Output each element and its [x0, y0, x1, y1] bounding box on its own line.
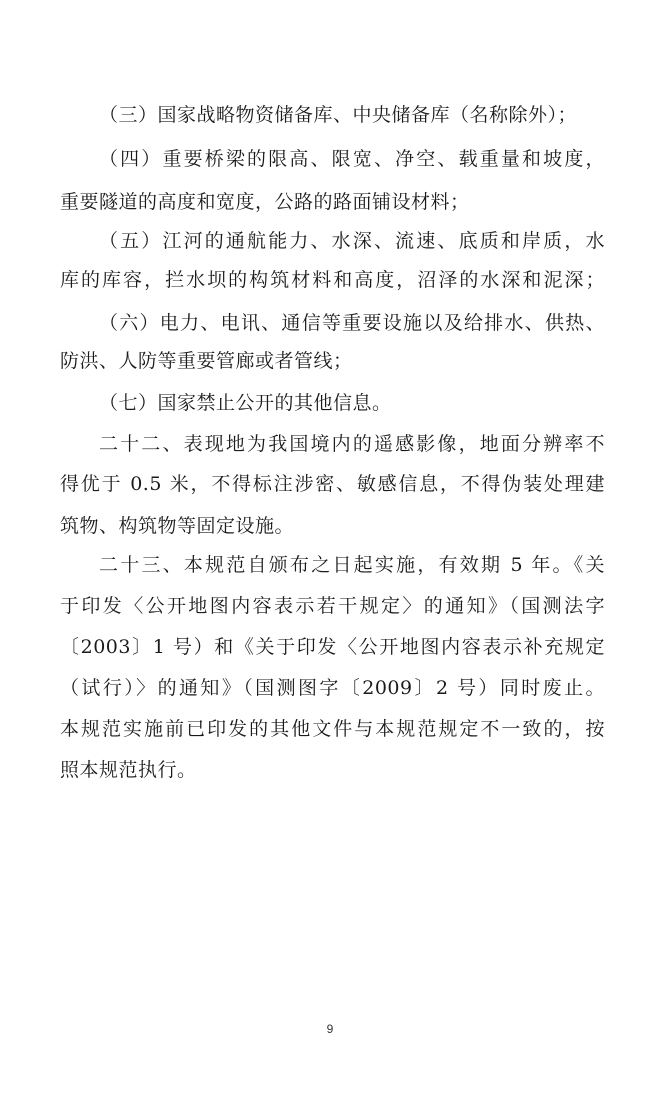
paragraph-item-5-line-1: （五）江河的通航能力、水深、流速、底质和岸质，水: [99, 230, 605, 252]
paragraph-article-22-line-3: 筑物、构筑物等固定设施。: [60, 515, 295, 537]
page-number: 9: [326, 1022, 334, 1036]
paragraph-item-5-line-2: 库的库容，拦水坝的构筑材料和高度，沼泽的水深和泥深；: [60, 269, 605, 291]
paragraph-article-22-line-1: 二十二、表现地为我国境内的遥感影像，地面分辨率不: [99, 433, 605, 455]
paragraph-item-4-line-2: 重要隧道的高度和宽度，公路的路面铺设材料；: [60, 191, 470, 213]
paragraph-article-23-line-6: 照本规范执行。: [60, 759, 197, 781]
paragraph-item-3-line-1: （三）国家战略物资储备库、中央储备库（名称除外）；: [99, 104, 578, 126]
paragraph-item-6-line-1: （六）电力、电讯、通信等重要设施以及给排水、供热、: [99, 312, 605, 334]
paragraph-item-4-line-1: （四）重要桥梁的限高、限宽、净空、载重量和坡度，: [99, 148, 605, 170]
paragraph-article-23-line-3: 〔2003〕1 号）和《关于印发〈公开地图内容表示补充规定: [60, 636, 605, 658]
paragraph-article-23-line-5: 本规范实施前已印发的其他文件与本规范规定不一致的，按: [60, 718, 605, 740]
paragraph-article-23-line-4: （试行）〉的通知》（国测图字〔2009〕2 号）同时废止。: [60, 677, 605, 699]
paragraph-item-6-line-2: 防洪、人防等重要管廊或者管线；: [60, 350, 353, 372]
paragraph-item-7-line-1: （七）国家禁止公开的其他信息。: [99, 392, 392, 414]
paragraph-article-22-line-2: 得优于 0.5 米，不得标注涉密、敏感信息，不得伪装处理建: [60, 473, 605, 495]
paragraph-article-23-line-2: 于印发〈公开地图内容表示若干规定〉的通知》（国测法字: [60, 595, 605, 617]
paragraph-article-23-line-1: 二十三、本规范自颁布之日起实施，有效期 5 年。《关: [99, 554, 605, 576]
